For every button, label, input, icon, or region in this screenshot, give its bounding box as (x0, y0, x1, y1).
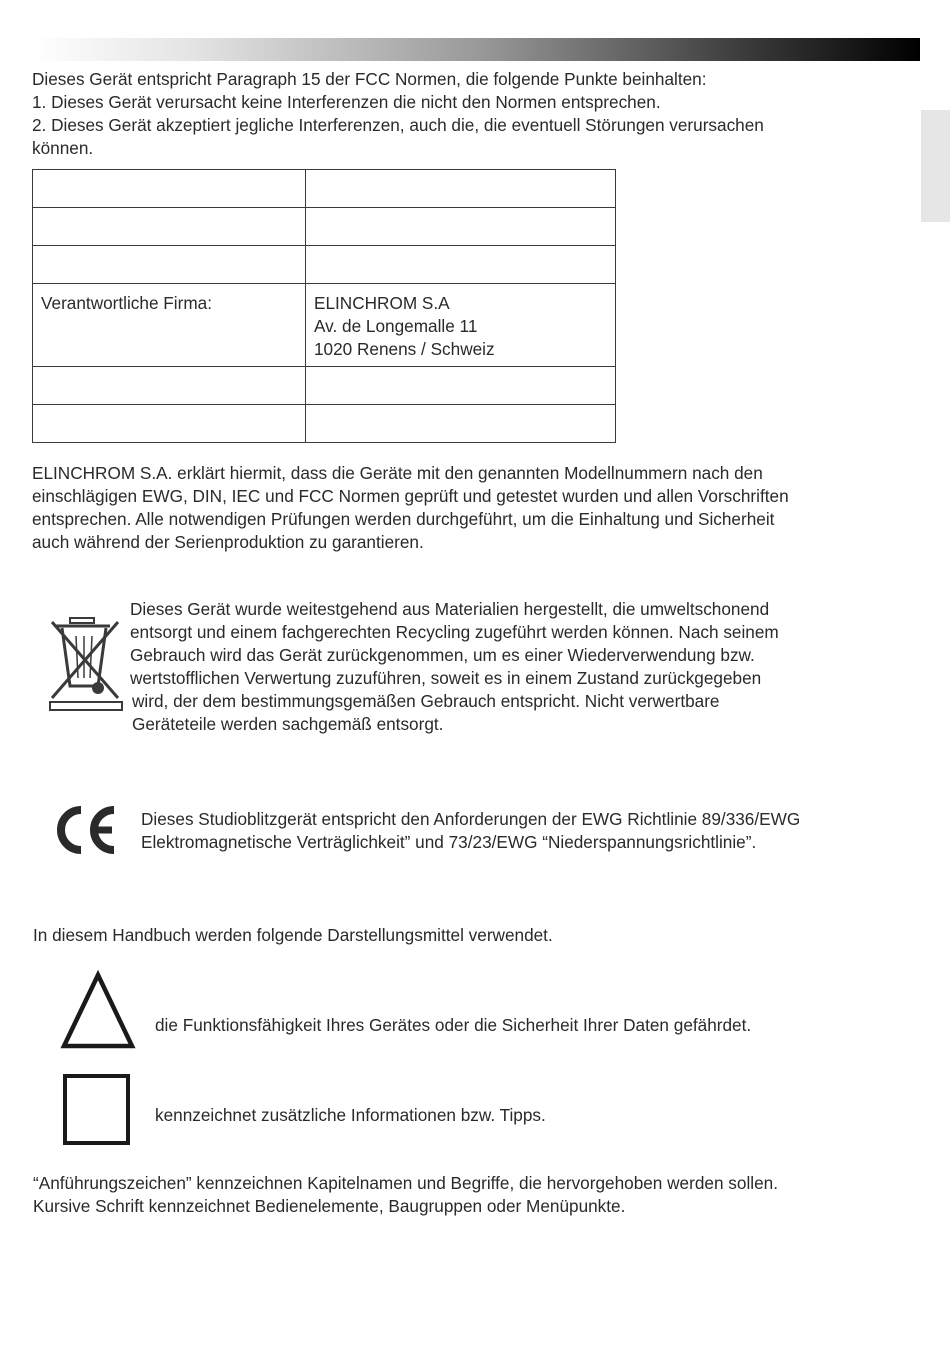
weee-disposal-text (130, 598, 779, 736)
warning-triangle-icon (60, 970, 136, 1050)
convention-line: “Anführungszeichen” kennzeichnen Kapitelnamen und Begriffe, die hervorgehoben werden sollen. (33, 1173, 778, 1193)
ce-line: Dieses Studioblitzgerät entspricht den Anforderungen der EWG Richtlinie 89/336/EWG (141, 809, 801, 829)
weee-line: Dieses Gerät wurde weitestgehend aus Materialien hergestellt, die umweltschonend (130, 599, 770, 619)
table-cell (33, 170, 306, 208)
conformity-declaration (32, 462, 789, 554)
table-cell (306, 208, 616, 246)
declaration-table (32, 169, 616, 443)
firm-label: Verantwortliche Firma: (33, 284, 306, 367)
weee-line: wertstofflichen Verwertung zuzuführen, soweit es in einem Zustand zurückgegeben (130, 668, 762, 688)
weee-line: wird, der dem bestimmungsgemäßen Gebrauch entspricht. Nicht verwertbare (132, 691, 720, 711)
table-cell (306, 170, 616, 208)
table-row-firm (33, 284, 616, 367)
firm-address-line: Av. de Longemalle 11 (314, 316, 478, 336)
table-row (33, 246, 616, 284)
table-cell (33, 405, 306, 443)
info-text: kennzeichnet zusätzliche Informationen bzw. Tipps. (155, 1105, 546, 1125)
ce-mark-icon (52, 802, 118, 858)
table-row (33, 208, 616, 246)
warning-text: die Funktionsfähigkeit Ihres Gerätes oder die Sicherheit Ihrer Daten gefährdet. (155, 1015, 752, 1035)
ce-conformity-text (141, 808, 800, 854)
firm-address (306, 284, 616, 367)
declaration-line: auch während der Serienproduktion zu garantieren. (32, 532, 424, 552)
header-gradient-bar (32, 38, 920, 61)
info-explanation (155, 1104, 546, 1127)
firm-address-line: ELINCHROM S.A (314, 293, 450, 313)
crossed-bin-icon (48, 614, 124, 712)
table-cell (306, 367, 616, 405)
table-cell (33, 246, 306, 284)
declaration-line: einschlägigen EWG, DIN, IEC und FCC Normen geprüft und getestet wurden und allen Vorschriften (32, 486, 789, 506)
declaration-line: entsprechen. Alle notwendigen Prüfungen werden durchgeführt, um die Einhaltung und Sicherheit (32, 509, 775, 529)
info-square-icon (63, 1074, 130, 1145)
fcc-line: 2. Dieses Gerät akzeptiert jegliche Interferenzen, auch die, die eventuell Störungen verursachen (32, 115, 764, 135)
weee-line: entsorgt und einem fachgerechten Recycling zugeführt werden können. Nach seinem (130, 622, 779, 642)
fcc-line: 1. Dieses Gerät verursacht keine Interferenzen die nicht den Normen entsprechen. (32, 92, 661, 112)
table-row (33, 405, 616, 443)
ce-line: Elektromagnetische Verträglichkeit” und 73/23/EWG “Niederspannungsrichtlinie”. (141, 832, 757, 852)
table-row (33, 367, 616, 405)
table-cell (306, 405, 616, 443)
firm-address-line: 1020 Renens / Schweiz (314, 339, 495, 359)
handbook-intro (33, 924, 553, 947)
weee-line: Gebrauch wird das Gerät zurückgenommen, um es einer Wiederverwendung bzw. (130, 645, 755, 665)
fcc-line: können. (32, 138, 94, 158)
warning-explanation (155, 1014, 751, 1037)
table-cell (33, 367, 306, 405)
handbook-intro-text: In diesem Handbuch werden folgende Darstellungsmittel verwendet. (33, 925, 553, 945)
side-language-tab (921, 110, 950, 222)
table-cell (33, 208, 306, 246)
declaration-line: ELINCHROM S.A. erklärt hiermit, dass die Geräte mit den genannten Modellnummern nach den (32, 463, 763, 483)
fcc-notice (32, 68, 764, 160)
table-cell (306, 246, 616, 284)
table-row (33, 170, 616, 208)
convention-line: Kursive Schrift kennzeichnet Bedienelemente, Baugruppen oder Menüpunkte. (33, 1196, 626, 1216)
weee-line: Geräteteile werden sachgemäß entsorgt. (132, 714, 444, 734)
typographic-conventions (33, 1172, 778, 1218)
fcc-line: Dieses Gerät entspricht Paragraph 15 der FCC Normen, die folgende Punkte beinhalten: (32, 69, 707, 89)
